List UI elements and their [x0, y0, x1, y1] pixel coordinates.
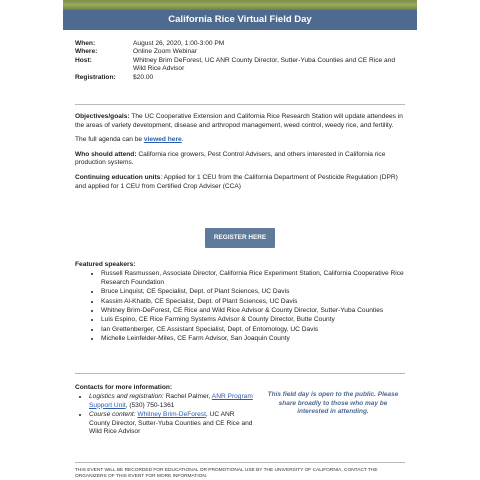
agenda-paragraph — [75, 136, 405, 145]
registration-label: Registration: — [75, 73, 116, 81]
event-title: California Rice Virtual Field Day — [63, 10, 417, 30]
host-value: Whitney Brim DeForest, UC ANR County Director, Sutter-Yuba Counties and CE Rice and Wild Rice Advisor — [133, 56, 396, 73]
rice-field-banner — [63, 0, 417, 10]
event-description — [75, 113, 405, 197]
divider-middle — [75, 373, 405, 374]
agenda-suffix: . — [181, 136, 184, 144]
contacts-section — [75, 384, 255, 437]
course-text: , UC ANR County Director, Sutter-Yuba Counties and CE Rice and Wild Rice Advisor — [89, 411, 253, 436]
agenda-link[interactable]: viewed here — [143, 136, 182, 144]
divider-bottom — [75, 462, 405, 463]
when-label: When: — [75, 40, 96, 47]
contact-course — [89, 411, 255, 436]
registration-row — [75, 74, 407, 82]
agenda-prefix: The full agenda can be — [75, 136, 144, 144]
logistics-name: Rachel Palmer, — [163, 393, 212, 401]
where-label: Where: — [75, 48, 98, 56]
host-row — [75, 57, 407, 74]
objectives-label: Objectives/goals: — [75, 113, 130, 120]
divider-top — [75, 104, 405, 105]
ceu-label: Continuing education units — [75, 173, 161, 181]
contacts-list — [75, 393, 255, 436]
host-label: Host: — [75, 56, 92, 64]
objectives-text: The UC Cooperative Extension and California Rice Research Station will update attendees in the areas of variety development, disease and arthropod management, weed control, weedy rice, and fertility. — [75, 113, 403, 129]
contact-logistics — [89, 393, 255, 410]
speaker-item: • Kassim Al-Khatib, CE Specialist, Dept. of Plant Sciences, UC Davis — [101, 298, 405, 306]
logistics-phone: , (530) 750-1361 — [125, 401, 175, 409]
attend-text: California rice growers, Pest Control Advisers, and others interested in California rice production systems. — [75, 150, 386, 167]
register-button[interactable]: REGISTER HERE — [205, 228, 275, 248]
course-label: Course content: — [89, 411, 136, 419]
speaker-item: • Ian Grettenberger, CE Assistant Specialist, Dept. of Entomology, UC Davis — [101, 326, 405, 334]
when-row — [75, 40, 407, 48]
featured-speakers — [75, 261, 405, 345]
flyer-sheet — [63, 0, 417, 480]
contacts-label: Contacts for more information: — [75, 384, 173, 391]
registration-value: $20.00 — [133, 73, 154, 81]
attend-label: Who should attend: — [75, 150, 137, 158]
speaker-item: • Bruce Linquist, CE Specialist, Dept. of Plant Sciences, UC Davis — [101, 288, 405, 296]
logistics-label: Logistics and registration: — [89, 393, 164, 401]
anr-program-support-link[interactable]: ANR Program Support Unit — [89, 393, 253, 409]
public-notice: This field day is open to the public. Please share broadly to those who may be interested in attending. — [267, 391, 399, 416]
speaker-item: • Michelle Leinfelder-Miles, CE Farm Advisor, San Joaquin County — [101, 335, 405, 343]
ceu-text: : Applied for 1 CEU from the California Department of Pesticide Regulation (DPR) and applied for 1 CEU from Certified Crop Adviser (CCA) — [75, 173, 398, 190]
speakers-label: Featured speakers: — [75, 261, 136, 268]
ceu-paragraph — [75, 174, 405, 191]
where-row — [75, 48, 407, 56]
speaker-item: • Whitney Brim-DeForest, CE Rice and Wild Rice Advisor & County Director, Sutter-Yuba Counties — [101, 307, 405, 315]
recording-disclaimer: THIS EVENT WILL BE RECORDED FOR EDUCATIONAL OR PROMOTIONAL USE BY THE UNIVERSITY OF CALIFORNIA. CONTACT THE ORGANIZERS OF THIS EVENT FOR MORE INFORMATION. — [75, 468, 378, 480]
where-value: Online Zoom Webinar — [133, 48, 198, 56]
speaker-item: • Luis Espino, CE Rice Farming Systems Advisor & County Director, Butte County — [101, 316, 405, 324]
objectives-paragraph — [75, 113, 405, 130]
speaker-item: • Russell Rasmussen, Associate Director, California Rice Experiment Station, California Cooperative Rice Research Foundation — [101, 270, 405, 287]
course-contact-link[interactable]: Whitney Brim-DeForest — [137, 411, 206, 419]
event-details — [75, 40, 407, 82]
speakers-list — [75, 270, 405, 343]
when-value: August 26, 2020, 1:00-3:00 PM — [133, 40, 225, 47]
attend-paragraph — [75, 151, 405, 168]
